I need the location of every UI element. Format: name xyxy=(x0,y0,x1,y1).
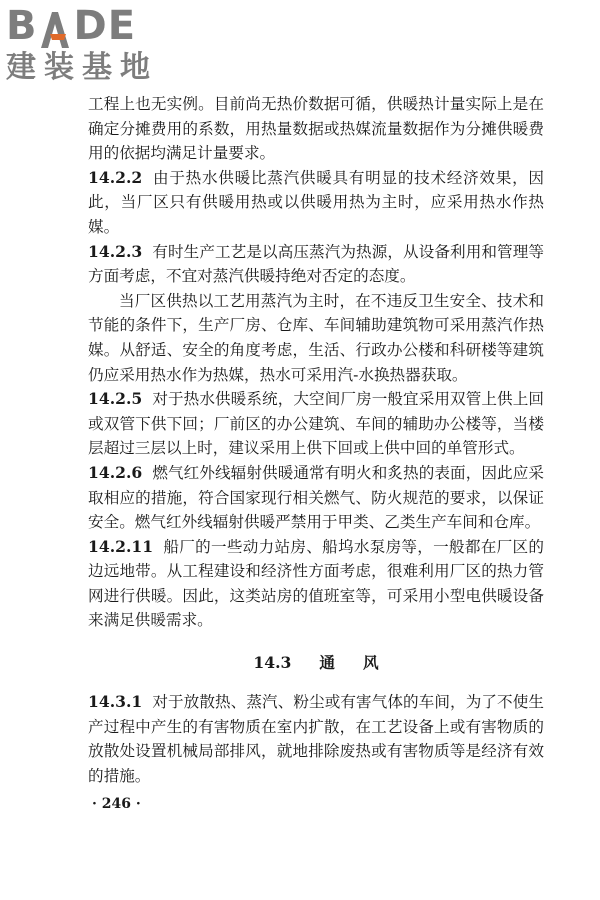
clause-14-3-1 xyxy=(88,690,544,788)
section-title-first: 通 xyxy=(319,653,335,673)
clause-14-2-11 xyxy=(88,535,544,633)
watermark-a-icon xyxy=(38,10,72,48)
clause-number: 14.2.2 xyxy=(88,167,143,187)
watermark-logo xyxy=(6,4,181,94)
watermark-latin-de: DE xyxy=(73,3,137,49)
section-heading xyxy=(88,651,544,673)
clause-number: 14.2.5 xyxy=(88,389,143,409)
clause-text: 由于热水供暖比蒸汽供暖具有明显的技术经济效果，因此，当厂区只有供暖用热或以供暖用热为主时，应采用热水作热媒。 xyxy=(88,168,544,236)
clause-14-2-3 xyxy=(88,240,544,289)
watermark-chinese: 建装基地 xyxy=(6,50,158,85)
paragraph-continuation xyxy=(88,92,544,166)
clause-14-2-5 xyxy=(88,387,544,461)
section-title-second: 风 xyxy=(362,653,379,673)
clause-number: 14.2.6 xyxy=(88,462,143,482)
clause-number: 14.3.1 xyxy=(88,692,143,712)
clause-text: 对于热水供暖系统，大空间厂房一般宜采用双管上供上回或双管下供下回；厂前区的办公建筑、车间的辅助办公楼等，当楼层超过三层以上时，建议采用上供下回或上供中回的单管形式。 xyxy=(88,390,544,458)
paragraph-text: 当厂区供热以工艺用蒸汽为主时，在不违反卫生安全、技术和节能的条件下，生产厂房、仓库、车间辅助建筑物可采用蒸汽作热媒。从舒适、安全的角度考虑，生活、行政办公楼和科研楼等建筑仍应采用热水作为热媒，热水可采用汽-水换热器获取。 xyxy=(88,291,544,384)
watermark-latin xyxy=(6,4,181,48)
clause-number: 14.2.3 xyxy=(88,241,143,261)
clause-14-2-6 xyxy=(88,461,544,535)
paragraph-14-2-3-cont xyxy=(88,289,544,387)
page-content xyxy=(88,92,544,812)
clause-text: 船厂的一些动力站房、船坞水泵房等，一般都在厂区的边远地带。从工程建设和经济性方面考虑，很难利用厂区的热力管网进行供暖。因此，这类站房的值班室等，可采用小型电供暖设备来满足供暖需求。 xyxy=(88,537,544,630)
paragraph-text: 工程上也无实例。目前尚无热价数据可循，供暖热计量实际上是在确定分摊费用的系数，用热量数据或热媒流量数据作为分摊供暖费用的依据均满足计量要求。 xyxy=(88,95,544,163)
clause-text: 燃气红外线辐射供暖通常有明火和炙热的表面，因此应采取相应的措施，符合国家现行相关燃气、防火规范的要求，以保证安全。燃气红外线辐射供暖严禁用于甲类、乙类生产车间和仓库。 xyxy=(88,463,544,532)
watermark-latin-b: B xyxy=(6,3,38,49)
watermark-a-letter xyxy=(38,8,74,48)
clause-text: 对于放散热、蒸汽、粉尘或有害气体的车间，为了不使生产过程中产生的有害物质在室内扩散，在工艺设备上或有害物质的放散处设置机械局部排风，就地排除废热或有害物质等是经济有效的措施。 xyxy=(88,693,544,785)
clause-14-2-2 xyxy=(88,166,544,240)
section-number: 14.3 xyxy=(253,653,292,673)
clause-text: 有时生产工艺是以高压蒸汽为热源，从设备利用和管理等方面考虑，不宜对蒸汽供暖持绝对否定的态度。 xyxy=(88,242,544,286)
page-number: · 246 · xyxy=(92,796,141,813)
clause-number: 14.2.11 xyxy=(88,536,154,556)
